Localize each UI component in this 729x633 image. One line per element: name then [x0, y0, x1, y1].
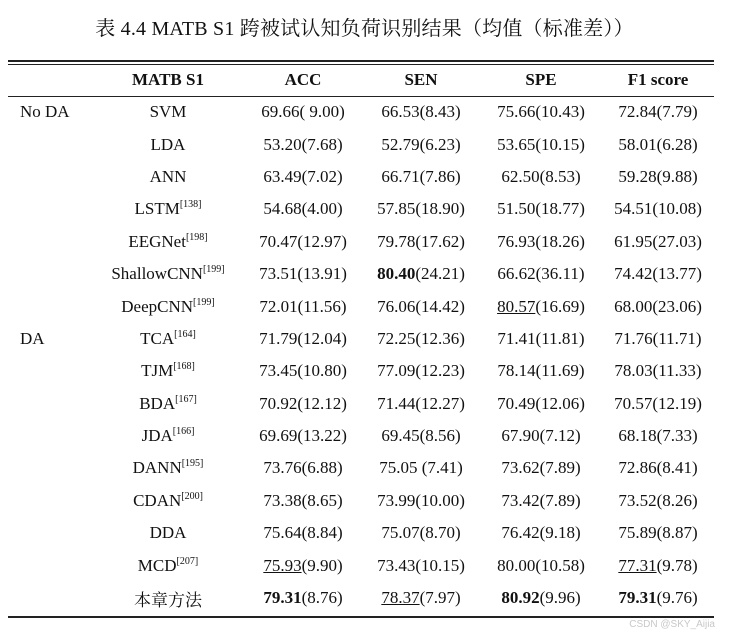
group-cell — [8, 549, 92, 581]
method-name: MCD — [137, 555, 177, 575]
metric-mean: 80.57 — [497, 296, 536, 316]
group-cell — [8, 485, 92, 517]
metric-mean: 70.47 — [259, 231, 298, 251]
metric-mean: 69.66 — [261, 102, 300, 122]
metric-std: (36.11) — [535, 264, 585, 284]
metric-mean: 73.42 — [501, 490, 540, 510]
metric-cell — [362, 226, 480, 258]
metric-mean: 67.90 — [501, 426, 540, 446]
metric-cell — [244, 388, 362, 420]
metric-cell — [602, 388, 714, 420]
header-row — [8, 64, 714, 96]
metric-mean: 70.92 — [259, 393, 298, 413]
metric-mean: 70.49 — [497, 393, 536, 413]
metric-cell — [602, 323, 714, 355]
metric-cell — [602, 485, 714, 517]
metric-mean: 69.69 — [259, 426, 298, 446]
metric-std: (12.36) — [415, 328, 465, 348]
metric-std: (7.33) — [656, 426, 698, 446]
table-row — [8, 582, 714, 614]
metric-mean: 72.84 — [618, 102, 657, 122]
metric-std: (12.23) — [415, 361, 465, 381]
metric-mean: 73.62 — [501, 458, 540, 478]
metric-std: (12.97) — [297, 231, 347, 251]
metric-mean: 66.71 — [381, 166, 420, 186]
metric-mean: 68.18 — [618, 426, 657, 446]
table-row — [8, 128, 714, 160]
metric-std: (11.56) — [297, 296, 347, 316]
group-cell — [8, 193, 92, 225]
metric-cell — [244, 323, 362, 355]
metric-std: (7.89) — [539, 458, 581, 478]
metric-std: (16.69) — [535, 296, 585, 316]
metric-cell — [244, 226, 362, 258]
table-row — [8, 290, 714, 322]
citation-ref: [198] — [185, 231, 208, 243]
metric-std: (9.78) — [656, 555, 698, 575]
metric-mean: 75.07 — [381, 523, 420, 543]
metric-mean: 57.85 — [377, 199, 416, 219]
metric-mean: 73.51 — [259, 264, 298, 284]
bottom-rule — [8, 616, 714, 618]
method-name: CDAN — [133, 490, 182, 510]
group-cell — [8, 226, 92, 258]
citation-ref: [138] — [179, 199, 202, 211]
header-acc: ACC — [284, 70, 322, 89]
metric-cell — [480, 323, 602, 355]
metric-mean: 75.66 — [497, 102, 536, 122]
metric-cell — [362, 582, 480, 614]
method-name: DDA — [149, 523, 187, 543]
metric-mean: 73.99 — [377, 490, 416, 510]
metric-cell — [480, 485, 602, 517]
citation-ref: [195] — [181, 458, 204, 470]
metric-cell — [480, 290, 602, 322]
metric-cell — [602, 517, 714, 549]
metric-std: (13.91) — [297, 264, 347, 284]
metric-std: (8.70) — [419, 523, 461, 543]
group-cell — [8, 355, 92, 387]
metric-cell — [602, 258, 714, 290]
metric-std: (13.77) — [652, 264, 702, 284]
metric-mean: 73.45 — [259, 361, 298, 381]
method-name: SVM — [149, 102, 187, 122]
metric-cell — [362, 388, 480, 420]
metric-cell — [602, 549, 714, 581]
table-row — [8, 452, 714, 484]
metric-cell — [480, 193, 602, 225]
metric-mean: 77.31 — [618, 555, 657, 575]
metric-cell — [362, 355, 480, 387]
metric-mean: 71.41 — [497, 328, 536, 348]
metric-mean: 80.40 — [377, 264, 416, 284]
metric-mean: 53.65 — [497, 134, 536, 154]
method-cell — [92, 96, 244, 128]
metric-std: (9.18) — [539, 523, 581, 543]
metric-cell — [602, 96, 714, 128]
citation-ref: [167] — [175, 393, 197, 405]
metric-cell — [244, 517, 362, 549]
metric-mean: 78.37 — [381, 588, 420, 608]
method-cell — [92, 355, 244, 387]
method-name: 本章方法 — [134, 590, 202, 610]
method-name: DANN — [132, 458, 182, 478]
metric-std: (6.88) — [301, 458, 343, 478]
metric-cell — [480, 452, 602, 484]
method-name: ShallowCNN — [111, 264, 203, 284]
citation-ref: [164] — [174, 328, 196, 340]
group-cell: No DA — [20, 102, 70, 122]
metric-cell — [244, 582, 362, 614]
table-row — [8, 388, 714, 420]
method-name: TCA — [140, 328, 175, 348]
metric-mean: 61.95 — [614, 231, 653, 251]
metric-mean: 73.52 — [618, 490, 657, 510]
metric-mean: 73.43 — [377, 555, 416, 575]
metric-cell — [602, 420, 714, 452]
metric-cell — [480, 355, 602, 387]
metric-std: (18.90) — [415, 199, 465, 219]
metric-cell — [480, 517, 602, 549]
metric-std: (24.21) — [415, 264, 465, 284]
metric-std: (9.96) — [539, 588, 581, 608]
citation-ref: [207] — [176, 555, 199, 567]
citation-ref: [166] — [172, 426, 195, 438]
method-cell — [92, 517, 244, 549]
metric-std: (8.26) — [656, 490, 698, 510]
metric-std: (10.08) — [652, 199, 702, 219]
metric-cell — [362, 290, 480, 322]
watermark: CSDN @SKY_Aijia — [629, 619, 715, 630]
method-name: JDA — [141, 426, 173, 446]
table-row — [8, 258, 714, 290]
method-cell — [92, 582, 244, 614]
metric-mean: 75.93 — [263, 555, 302, 575]
method-name: ANN — [149, 166, 187, 186]
metric-std: (8.56) — [419, 426, 461, 446]
table-row — [8, 226, 714, 258]
metric-mean: 79.78 — [377, 231, 416, 251]
metric-cell — [602, 582, 714, 614]
metric-cell — [244, 452, 362, 484]
table-row — [8, 485, 714, 517]
metric-mean: 76.42 — [501, 523, 540, 543]
metric-std: (27.03) — [652, 231, 702, 251]
metric-cell — [244, 96, 362, 128]
metric-cell — [362, 420, 480, 452]
metric-std: (12.19) — [652, 393, 702, 413]
metric-std: (7.41) — [417, 458, 463, 478]
metric-mean: 78.14 — [497, 361, 536, 381]
metric-std: (7.97) — [419, 588, 461, 608]
metric-std: (8.84) — [301, 523, 343, 543]
metric-std: (6.28) — [656, 134, 698, 154]
metric-cell — [244, 485, 362, 517]
metric-mean: 53.20 — [263, 134, 302, 154]
method-name: EEGNet — [128, 231, 186, 251]
group-cell — [8, 161, 92, 193]
metric-std: (10.15) — [535, 134, 585, 154]
metric-cell — [480, 258, 602, 290]
method-cell — [92, 258, 244, 290]
metric-cell — [244, 355, 362, 387]
metric-cell — [480, 388, 602, 420]
top-rule — [8, 60, 714, 62]
metric-mean: 80.92 — [501, 588, 540, 608]
metric-mean: 72.86 — [618, 458, 657, 478]
metric-cell — [362, 128, 480, 160]
method-name: LSTM — [134, 199, 180, 219]
metric-std: (18.26) — [535, 231, 585, 251]
metric-std: (13.22) — [297, 426, 347, 446]
method-cell — [92, 193, 244, 225]
group-cell — [8, 258, 92, 290]
metric-cell — [244, 549, 362, 581]
metric-mean: 71.79 — [259, 328, 298, 348]
metric-std: (18.77) — [535, 199, 585, 219]
metric-cell — [362, 96, 480, 128]
metric-mean: 77.09 — [377, 361, 416, 381]
metric-std: (10.00) — [415, 490, 465, 510]
method-cell — [92, 226, 244, 258]
metric-cell — [362, 452, 480, 484]
metric-cell — [362, 485, 480, 517]
header-method: MATB S1 — [132, 70, 204, 89]
method-cell — [92, 485, 244, 517]
metric-mean: 75.05 — [379, 458, 418, 478]
metric-std: (11.81) — [535, 328, 585, 348]
citation-ref: [199] — [193, 296, 215, 308]
metric-mean: 76.93 — [497, 231, 536, 251]
method-name: TJM — [141, 361, 174, 381]
metric-cell — [480, 582, 602, 614]
metric-std: (12.04) — [297, 328, 347, 348]
header-spe: SPE — [525, 70, 557, 89]
metric-std: (11.69) — [535, 361, 585, 381]
metric-cell — [362, 258, 480, 290]
metric-std: (7.86) — [419, 166, 461, 186]
group-cell — [8, 290, 92, 322]
metric-cell — [480, 96, 602, 128]
table-body — [8, 96, 714, 614]
method-cell — [92, 549, 244, 581]
metric-std: (12.27) — [415, 393, 465, 413]
metric-mean: 76.06 — [377, 296, 416, 316]
metric-std: (23.06) — [652, 296, 702, 316]
metric-std: (12.06) — [535, 393, 585, 413]
table-row — [8, 96, 714, 128]
metric-std: (9.90) — [301, 555, 343, 575]
metric-std: (7.12) — [539, 426, 581, 446]
metric-mean: 78.03 — [614, 361, 653, 381]
metric-mean: 71.44 — [377, 393, 416, 413]
metric-mean: 63.49 — [263, 166, 302, 186]
metric-std: (10.43) — [535, 102, 585, 122]
metric-mean: 70.57 — [614, 393, 653, 413]
metric-std: (8.76) — [301, 588, 343, 608]
method-cell — [92, 388, 244, 420]
metric-mean: 59.28 — [618, 166, 657, 186]
metric-mean: 58.01 — [618, 134, 657, 154]
metric-cell — [480, 420, 602, 452]
metric-std: (7.68) — [301, 134, 343, 154]
header-sen: SEN — [404, 70, 438, 89]
metric-std: (7.79) — [656, 102, 698, 122]
metric-mean: 69.45 — [381, 426, 420, 446]
metric-std: ( 9.00) — [299, 102, 345, 122]
table-row — [8, 323, 714, 355]
metric-cell — [362, 193, 480, 225]
metric-cell — [244, 420, 362, 452]
metric-std: (14.42) — [415, 296, 465, 316]
metric-std: (17.62) — [415, 231, 465, 251]
method-cell — [92, 452, 244, 484]
metric-std: (10.58) — [535, 555, 585, 575]
metric-std: (8.65) — [301, 490, 343, 510]
metric-mean: 79.31 — [263, 588, 302, 608]
metric-cell — [244, 258, 362, 290]
metric-std: (11.33) — [652, 361, 702, 381]
group-cell — [8, 452, 92, 484]
table-row — [8, 193, 714, 225]
metric-mean: 51.50 — [497, 199, 536, 219]
metric-cell — [602, 161, 714, 193]
metric-mean: 75.64 — [263, 523, 302, 543]
metric-cell — [480, 549, 602, 581]
method-name: DeepCNN — [121, 296, 194, 316]
metric-std: (7.89) — [539, 490, 581, 510]
metric-cell — [244, 161, 362, 193]
citation-ref: [199] — [202, 264, 225, 276]
table-row — [8, 161, 714, 193]
metric-std: (8.41) — [656, 458, 698, 478]
header-f1: F1 score — [627, 70, 689, 89]
metric-mean: 66.62 — [497, 264, 536, 284]
metric-mean: 52.79 — [381, 134, 420, 154]
method-name: BDA — [139, 393, 176, 413]
metric-std: (8.43) — [419, 102, 461, 122]
metric-cell — [602, 290, 714, 322]
method-cell — [92, 161, 244, 193]
metric-cell — [362, 161, 480, 193]
metric-std: (10.80) — [297, 361, 347, 381]
metric-std: (9.76) — [656, 588, 698, 608]
metric-std: (7.02) — [301, 166, 343, 186]
results-table — [8, 64, 714, 614]
metric-mean: 80.00 — [497, 555, 536, 575]
group-cell: DA — [20, 328, 45, 348]
group-cell — [8, 420, 92, 452]
metric-cell — [244, 290, 362, 322]
metric-mean: 66.53 — [381, 102, 420, 122]
metric-std: (6.23) — [419, 134, 461, 154]
method-cell — [92, 128, 244, 160]
metric-mean: 79.31 — [618, 588, 657, 608]
metric-cell — [480, 128, 602, 160]
metric-cell — [244, 128, 362, 160]
metric-mean: 74.42 — [614, 264, 653, 284]
group-cell — [8, 388, 92, 420]
metric-std: (8.87) — [656, 523, 698, 543]
table-row — [8, 517, 714, 549]
citation-ref: [168] — [173, 361, 195, 373]
metric-mean: 54.51 — [614, 199, 653, 219]
metric-cell — [602, 128, 714, 160]
header-group — [8, 64, 92, 96]
metric-cell — [602, 193, 714, 225]
group-cell — [8, 128, 92, 160]
group-cell — [8, 582, 92, 614]
table-row — [8, 549, 714, 581]
metric-cell — [362, 323, 480, 355]
citation-ref: [200] — [181, 490, 203, 502]
method-cell — [92, 420, 244, 452]
metric-mean: 72.01 — [259, 296, 298, 316]
metric-std: (8.53) — [539, 166, 581, 186]
metric-cell — [602, 452, 714, 484]
metric-cell — [362, 517, 480, 549]
metric-cell — [244, 193, 362, 225]
table-row — [8, 355, 714, 387]
metric-cell — [602, 355, 714, 387]
group-cell — [8, 517, 92, 549]
table-row — [8, 420, 714, 452]
table-caption: 表 4.4 MATB S1 跨被试认知负荷识别结果（均值（标准差）） — [95, 18, 634, 40]
metric-cell — [480, 226, 602, 258]
metric-mean: 54.68 — [263, 199, 302, 219]
metric-std: (9.88) — [656, 166, 698, 186]
metric-mean: 62.50 — [501, 166, 540, 186]
metric-std: (11.71) — [652, 328, 702, 348]
metric-mean: 68.00 — [614, 296, 653, 316]
metric-std: (12.12) — [297, 393, 347, 413]
method-name: LDA — [150, 134, 186, 154]
metric-cell — [480, 161, 602, 193]
method-cell — [92, 290, 244, 322]
metric-mean: 71.76 — [614, 328, 653, 348]
metric-cell — [602, 226, 714, 258]
metric-mean: 72.25 — [377, 328, 416, 348]
metric-std: (10.15) — [415, 555, 465, 575]
method-cell — [92, 323, 244, 355]
metric-mean: 75.89 — [618, 523, 657, 543]
metric-mean: 73.38 — [263, 490, 302, 510]
metric-std: (4.00) — [301, 199, 343, 219]
metric-mean: 73.76 — [263, 458, 302, 478]
metric-cell — [362, 549, 480, 581]
